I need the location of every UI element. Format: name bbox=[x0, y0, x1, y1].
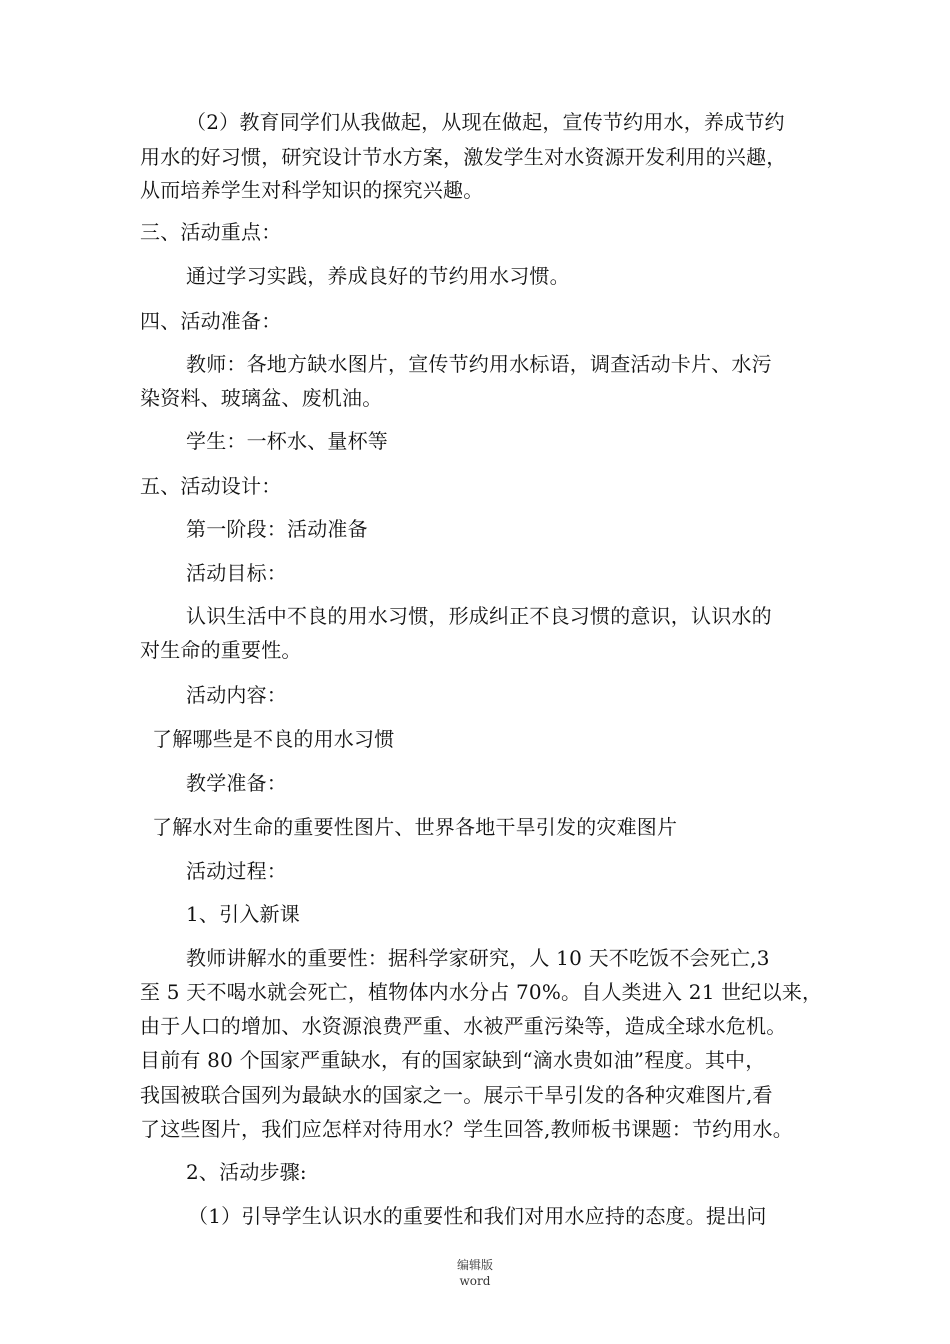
paragraph-line: 我国被联合国列为最缺水的国家之一。展示干旱引发的各种灾难图片,看 bbox=[140, 1083, 773, 1107]
paragraph-line: 活动内容： bbox=[186, 683, 287, 707]
paragraph-line: 染资料、玻璃盆、废机油。 bbox=[140, 386, 383, 410]
footer-label: 编辑版 bbox=[456, 1258, 493, 1272]
paragraph-line: 教学准备： bbox=[186, 771, 287, 795]
paragraph-line: （1）引导学生认识水的重要性和我们对用水应持的态度。提出问 bbox=[188, 1204, 767, 1228]
paragraph-line: 用水的好习惯，研究设计节水方案，激发学生对水资源开发利用的兴趣， bbox=[140, 145, 787, 169]
paragraph-line: 1、引入新课 bbox=[186, 902, 300, 926]
section-heading: 五、活动设计： bbox=[140, 474, 282, 498]
paragraph-line: 教师讲解水的重要性：据科学家研究，人 10 天不吃饭不会死亡,3 bbox=[186, 946, 770, 970]
paragraph-line: 教师：各地方缺水图片，宣传节约用水标语，调查活动卡片、水污 bbox=[186, 352, 772, 376]
paragraph-line: 2、活动步骤: bbox=[186, 1160, 307, 1184]
footer-sublabel: word bbox=[459, 1274, 491, 1288]
paragraph-line: 由于人口的增加、水资源浪费严重、水被严重污染等，造成全球水危机。 bbox=[140, 1014, 787, 1038]
paragraph-line: 第一阶段：活动准备 bbox=[186, 517, 368, 541]
section-heading: 四、活动准备： bbox=[140, 309, 282, 333]
paragraph-line: 活动过程： bbox=[186, 859, 287, 883]
paragraph-line: 了解水对生命的重要性图片、世界各地干旱引发的灾难图片 bbox=[152, 815, 678, 839]
section-heading: 三、活动重点： bbox=[140, 220, 282, 244]
paragraph-line: 了解哪些是不良的用水习惯 bbox=[152, 727, 395, 751]
paragraph-line: 认识生活中不良的用水习惯，形成纠正不良习惯的意识，认识水的 bbox=[186, 604, 772, 628]
paragraph-line: 至 5 天不喝水就会死亡，植物体内水分占 70%。自人类进入 21 世纪以来， bbox=[140, 980, 823, 1004]
paragraph-line: 学生：一杯水、量杯等 bbox=[186, 429, 388, 453]
paragraph-line: 对生命的重要性。 bbox=[140, 638, 302, 662]
paragraph-line: 通过学习实践，养成良好的节约用水习惯。 bbox=[186, 264, 570, 288]
paragraph-line: 活动目标： bbox=[186, 561, 287, 585]
paragraph-line: 从而培养学生对科学知识的探究兴趣。 bbox=[140, 178, 484, 202]
paragraph-line: （2）教育同学们从我做起，从现在做起，宣传节约用水，养成节约 bbox=[186, 110, 785, 134]
paragraph-line: 了这些图片，我们应怎样对待用水？学生回答,教师板书课题：节约用水。 bbox=[140, 1117, 793, 1141]
paragraph-line: 目前有 80 个国家严重缺水，有的国家缺到“滴水贵如油”程度。其中， bbox=[140, 1048, 766, 1072]
